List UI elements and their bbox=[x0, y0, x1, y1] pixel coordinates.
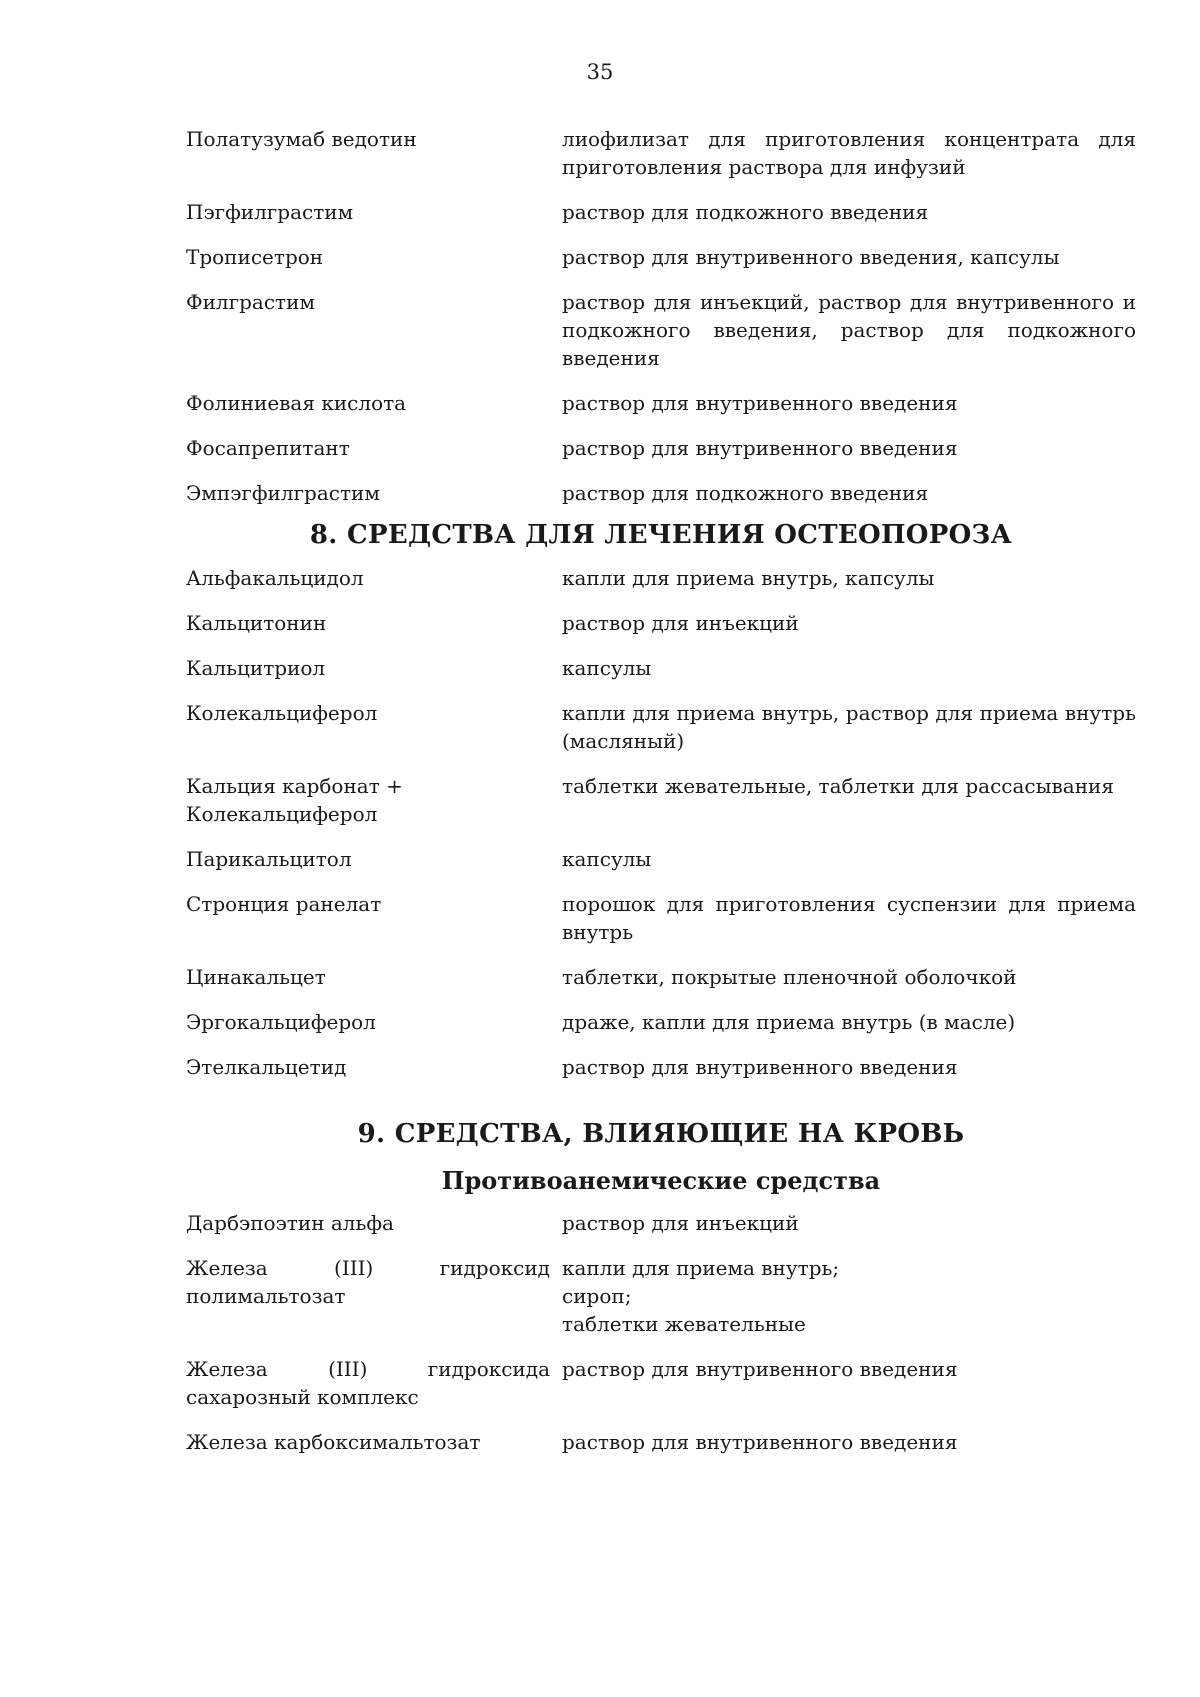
drug-name: Кальцитонин bbox=[186, 611, 327, 635]
drug-form: капли для приема внутрь, капсулы bbox=[562, 566, 935, 590]
drug-name: Полатузумаб ведотин bbox=[186, 127, 417, 151]
drug-name-line: Кальция карбонат + bbox=[186, 774, 403, 798]
drug-name: Железа (III) гидроксид полимальтозат bbox=[186, 1256, 550, 1308]
drug-form: раствор для внутривенного введения bbox=[562, 436, 958, 460]
drug-name: Кальцитриол bbox=[186, 656, 326, 680]
drug-form-line: сироп; bbox=[562, 1284, 632, 1308]
drug-form: порошок для приготовления суспензии для приема внутрь bbox=[562, 892, 1136, 944]
list-item bbox=[186, 654, 1136, 682]
list-item bbox=[186, 479, 1136, 507]
drug-form: раствор для инъекций bbox=[562, 611, 799, 635]
drug-name: Трописетрон bbox=[186, 245, 324, 269]
drug-form: раствор для внутривенного введения, капсулы bbox=[562, 245, 1060, 269]
list-item bbox=[186, 609, 1136, 637]
list-item bbox=[186, 890, 1136, 946]
drug-name: Парикальцитол bbox=[186, 847, 352, 871]
drug-form: капсулы bbox=[562, 656, 652, 680]
drug-form: капли для приема внутрь, раствор для приема внутрь (масляный) bbox=[562, 701, 1136, 753]
drug-name: Альфакальцидол bbox=[186, 566, 364, 590]
drug-name: Стронция ранелат bbox=[186, 892, 382, 916]
drug-form: раствор для внутривенного введения bbox=[562, 1055, 958, 1079]
list-item bbox=[186, 125, 1136, 181]
page-number: 35 bbox=[586, 60, 614, 84]
list-item bbox=[186, 389, 1136, 417]
section-9-title: 9. СРЕДСТВА, ВЛИЯЮЩИЕ НА КРОВЬ bbox=[357, 1119, 965, 1149]
drug-name: Эмпэгфилграстим bbox=[186, 481, 380, 505]
list-item bbox=[186, 1053, 1136, 1081]
drug-name-line: Колекальциферол bbox=[186, 802, 378, 826]
list-item bbox=[186, 288, 1136, 372]
list-item bbox=[186, 1428, 1136, 1456]
subsection-title: Противоанемические средства bbox=[441, 1166, 881, 1195]
drug-form: лиофилизат для приготовления концентрата для приготовления раствора для инфузий bbox=[562, 127, 1136, 179]
drug-list bbox=[186, 125, 1136, 1473]
section-8-title: 8. СРЕДСТВА ДЛЯ ЛЕЧЕНИЯ ОСТЕОПОРОЗА bbox=[309, 520, 1013, 550]
drug-name: Цинакальцет bbox=[186, 965, 326, 989]
drug-name: Колекальциферол bbox=[186, 701, 378, 725]
drug-form: драже, капли для приема внутрь (в масле) bbox=[562, 1010, 1016, 1034]
drug-form: раствор для подкожного введения bbox=[562, 200, 929, 224]
drug-form bbox=[562, 1254, 1136, 1338]
drug-form: раствор для внутривенного введения bbox=[562, 391, 958, 415]
drug-name: Фосапрепитант bbox=[186, 436, 350, 460]
drug-name: Дарбэпоэтин альфа bbox=[186, 1211, 394, 1235]
drug-form: таблетки, покрытые пленочной оболочкой bbox=[562, 965, 1017, 989]
drug-name: Пэгфилграстим bbox=[186, 200, 354, 224]
drug-form: таблетки жевательные, таблетки для рассасывания bbox=[562, 774, 1114, 798]
list-item bbox=[186, 198, 1136, 226]
drug-form: раствор для инъекций, раствор для внутривенного и подкожного введения, раствор для подкожного введения bbox=[562, 290, 1136, 370]
drug-form: капсулы bbox=[562, 847, 652, 871]
list-item bbox=[186, 845, 1136, 873]
drug-name: Фолиниевая кислота bbox=[186, 391, 407, 415]
drug-name: Филграстим bbox=[186, 290, 315, 314]
list-item bbox=[186, 699, 1136, 755]
list-item bbox=[186, 963, 1136, 991]
list-item bbox=[186, 243, 1136, 271]
drug-name: Эргокальциферол bbox=[186, 1010, 376, 1034]
drug-form: раствор для внутривенного введения bbox=[562, 1430, 958, 1454]
list-item bbox=[186, 1008, 1136, 1036]
list-item bbox=[186, 564, 1136, 592]
drug-name: Железа карбоксимальтозат bbox=[186, 1430, 481, 1454]
list-item bbox=[186, 1254, 1136, 1338]
drug-form: раствор для подкожного введения bbox=[562, 481, 929, 505]
drug-form-line: капли для приема внутрь; bbox=[562, 1256, 840, 1280]
drug-form: раствор для внутривенного введения bbox=[562, 1357, 958, 1381]
drug-form: раствор для инъекций bbox=[562, 1211, 799, 1235]
drug-name: Этелкальцетид bbox=[186, 1055, 347, 1079]
drug-name: Железа (III) гидроксида сахарозный комплекс bbox=[186, 1357, 550, 1409]
drug-form-line: таблетки жевательные bbox=[562, 1312, 806, 1336]
drug-name bbox=[186, 772, 562, 828]
list-item bbox=[186, 434, 1136, 462]
list-item bbox=[186, 1209, 1136, 1237]
list-item bbox=[186, 1355, 1136, 1411]
list-item bbox=[186, 772, 1136, 828]
